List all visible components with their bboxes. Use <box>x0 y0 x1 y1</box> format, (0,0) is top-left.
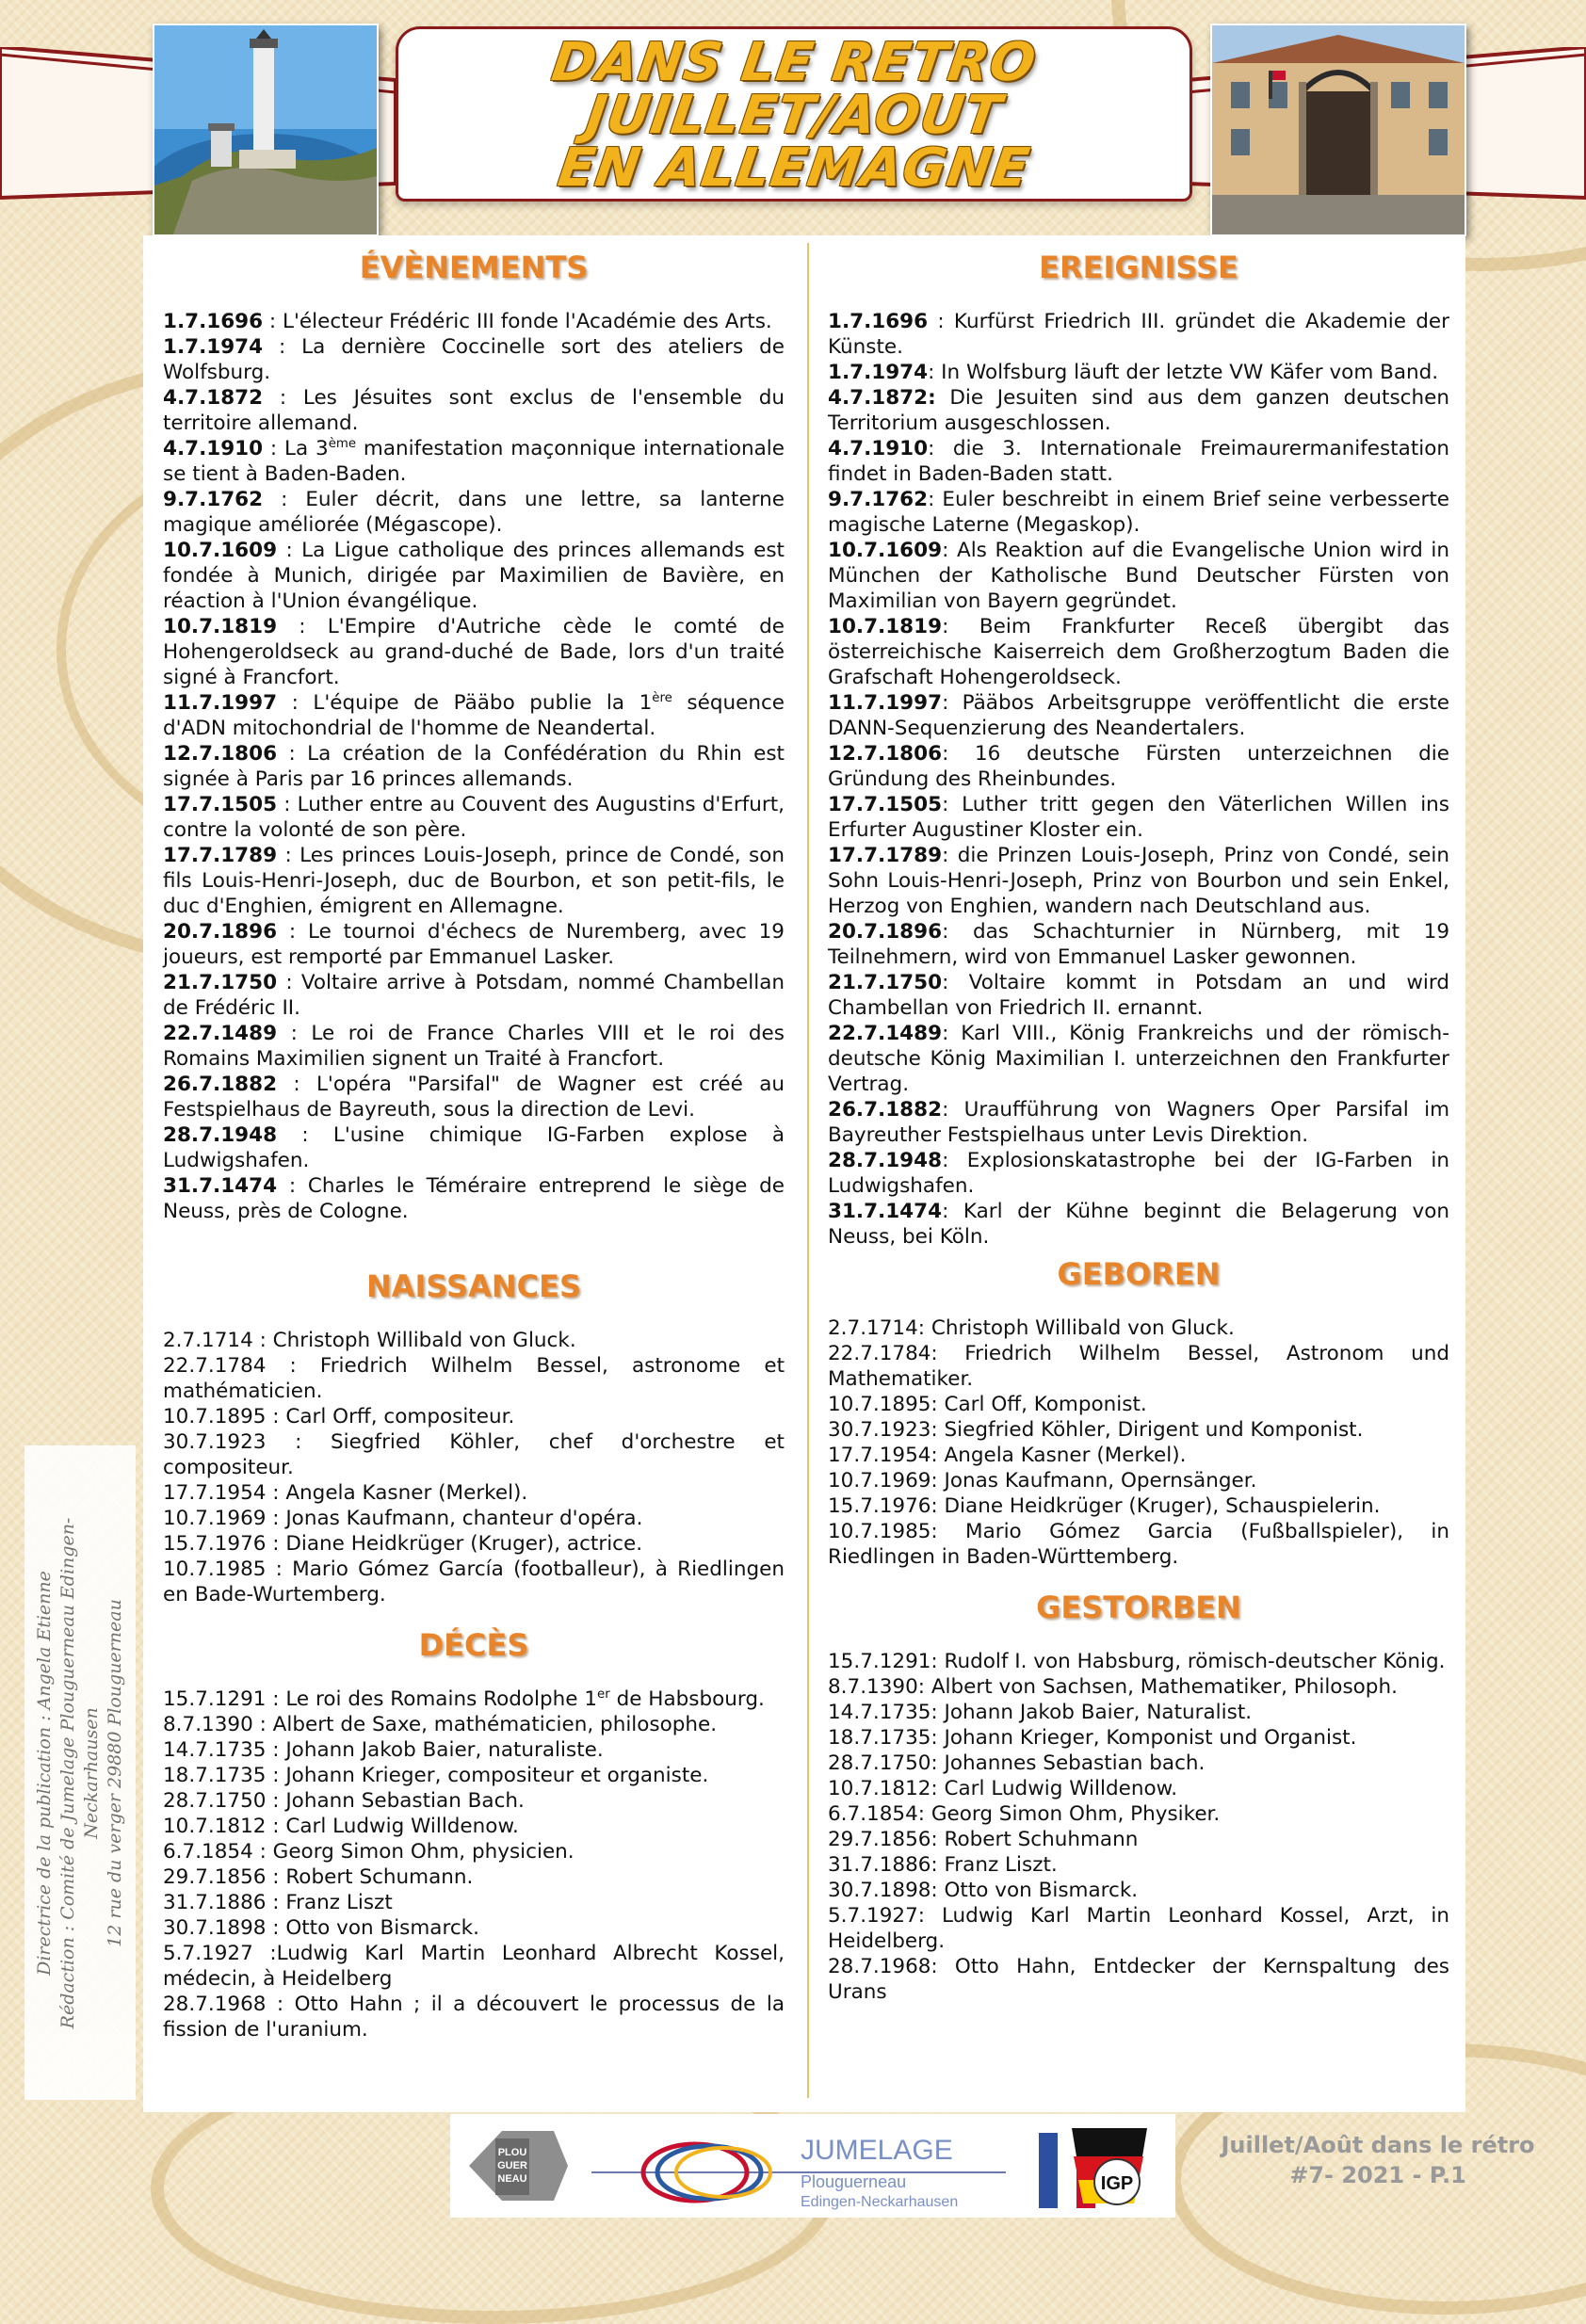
event-entry <box>163 919 785 970</box>
event-date: 10.7.1819 <box>828 615 943 638</box>
death-entry <box>163 1814 785 1839</box>
event-text: L'électeur Frédéric III fonde l'Académie des Arts. <box>283 310 772 333</box>
birth-entry: 22.7.1784 : Friedrich Wilhelm Bessel, astronome et mathématicien. <box>163 1354 785 1403</box>
event-text: La création de la Confédération du Rhin est signée à Paris par 16 princes allemands. <box>163 742 785 791</box>
event-separator: : <box>928 488 943 511</box>
footer-logo-strip <box>450 2114 1175 2218</box>
event-entry <box>163 334 785 385</box>
deaths-list-fr <box>163 1687 785 2042</box>
header-title-line-3: EN ALLEMAGNE <box>554 137 1034 199</box>
event-date: 10.7.1819 <box>163 615 278 638</box>
death-entry-text: 8.7.1390 : Albert de Saxe, mathématicien, philosophe. <box>163 1713 718 1736</box>
event-date: 4.7.1872: <box>828 386 936 410</box>
event-date: 17.7.1505 <box>828 793 943 816</box>
birth-entry: 15.7.1976 : Diane Heidkrüger (Kruger), actrice. <box>163 1532 643 1556</box>
event-separator: : <box>942 1022 962 1045</box>
event-date: 1.7.1696 <box>828 310 929 333</box>
death-entry: 14.7.1735: Johann Jakob Baier, Naturalist. <box>828 1701 1253 1724</box>
event-text: Les Jésuites sont exclus de l'ensemble du territoire allemand. <box>163 386 785 435</box>
event-separator: : <box>263 488 306 511</box>
death-entry <box>163 1712 785 1737</box>
event-date: 17.7.1505 <box>163 793 278 816</box>
igp-logo <box>1039 2128 1147 2208</box>
death-entry: 10.7.1812: Carl Ludwig Willdenow. <box>828 1777 1178 1800</box>
event-separator: : <box>277 844 300 867</box>
jumelage-logo <box>591 2135 1006 2210</box>
death-entry: 5.7.1927: Ludwig Karl Martin Leonhard Kossel, Arzt, in Heidelberg. <box>828 1904 1449 1953</box>
igp-logo-text: IGP <box>1100 2173 1134 2194</box>
birth-entry: 2.7.1714 : Christoph Willibald von Gluck. <box>163 1329 576 1352</box>
event-separator: : <box>277 539 302 562</box>
event-date: 10.7.1609 <box>163 539 278 562</box>
event-date: 22.7.1489 <box>163 1022 278 1045</box>
event-entry <box>828 970 1449 1021</box>
event-text: Euler décrit, dans une lettre, sa lanterne magique améliorée (Mégascope). <box>163 488 785 537</box>
event-entry <box>163 792 785 843</box>
event-separator: : <box>942 971 969 994</box>
event-separator: : <box>942 1098 964 1122</box>
section-title-deaths-fr: DÉCÈS <box>418 1627 529 1663</box>
event-separator: : <box>263 335 302 359</box>
birth-entry: 22.7.1784: Friedrich Wilhelm Bessel, Astronom und Mathematiker. <box>828 1342 1449 1391</box>
event-entry <box>163 970 785 1021</box>
event-separator: : <box>263 386 303 410</box>
event-date: 10.7.1609 <box>828 539 943 562</box>
event-separator: : <box>263 310 283 333</box>
death-entry: 18.7.1735: Johann Krieger, Komponist und Organist. <box>828 1726 1357 1750</box>
event-entry <box>163 436 785 487</box>
footer-logos <box>450 2114 1175 2218</box>
event-entry <box>828 1148 1449 1199</box>
event-separator: : <box>942 691 963 715</box>
death-entry-superscript: er <box>597 1687 610 1702</box>
event-separator: : <box>263 437 285 460</box>
event-text: 16 deutsche Fürsten unterzeichnen die Gründung des Rheinbundes. <box>828 742 1449 791</box>
header-title-box <box>396 26 1192 202</box>
event-text: Karl der Kühne beginnt die Belagerung von Neuss, bei Köln. <box>828 1200 1449 1249</box>
section-title-deaths-de: GESTORBEN <box>1036 1590 1241 1625</box>
event-date: 17.7.1789 <box>163 844 278 867</box>
event-date: 26.7.1882 <box>828 1098 943 1122</box>
event-date: 20.7.1896 <box>163 920 278 944</box>
event-superscript: ème <box>328 436 357 451</box>
event-entry <box>163 487 785 538</box>
events-list-fr <box>163 309 785 1224</box>
section-title-events-fr: ÉVÈNEMENTS <box>359 250 589 285</box>
death-entry-text: 6.7.1854 : Georg Simon Ohm, physicien. <box>163 1840 575 1864</box>
event-date: 28.7.1948 <box>828 1149 943 1172</box>
event-separator: : <box>942 539 957 562</box>
event-separator: : <box>942 793 963 816</box>
event-date: 17.7.1789 <box>828 844 943 867</box>
birth-entry: 15.7.1976: Diane Heidkrüger (Kruger), Schauspielerin. <box>828 1494 1381 1518</box>
event-text: L'usine chimique IG-Farben explose à Ludwigshafen. <box>163 1123 785 1172</box>
death-entry <box>163 1890 785 1915</box>
plouguerneau-logo <box>469 2131 568 2201</box>
event-separator: : <box>277 615 328 638</box>
event-text: Explosionskatastrophe bei der IG-Farben in Ludwigshafen. <box>828 1149 1449 1198</box>
event-entry <box>163 309 785 334</box>
event-entry <box>828 385 1449 436</box>
plouguerneau-logo-line3: NEAU <box>497 2173 527 2185</box>
event-date: 12.7.1806 <box>163 742 278 766</box>
death-entry <box>163 1941 785 1992</box>
footer-note-line-1: Juillet/Août dans le rétro <box>1221 2132 1535 2158</box>
death-entry <box>163 1763 785 1788</box>
event-date: 1.7.1696 <box>163 310 264 333</box>
event-separator: : <box>277 793 298 816</box>
event-date: 4.7.1910 <box>828 437 929 460</box>
death-entry: 28.7.1968: Otto Hahn, Entdecker der Kernspaltung des Urans <box>828 1955 1449 2004</box>
death-entry <box>163 1839 785 1864</box>
event-text: Voltaire arrive à Potsdam, nommé Chambellan de Frédéric II. <box>163 971 785 1020</box>
births-list-fr <box>163 1328 785 1607</box>
event-entry <box>828 1021 1449 1097</box>
birth-entry: 10.7.1985 : Mario Gómez García (footballeur), à Riedlingen en Bade-Wurtemberg. <box>163 1557 785 1606</box>
death-entry-text: 31.7.1886 : Franz Liszt <box>163 1891 393 1914</box>
event-entry <box>828 843 1449 919</box>
death-entry: 6.7.1854: Georg Simon Ohm, Physiker. <box>828 1802 1221 1826</box>
event-date: 1.7.1974 <box>828 361 929 384</box>
header-title-line-1: DANS LE RETRO <box>547 32 1041 93</box>
event-date: 1.7.1974 <box>163 335 264 359</box>
plouguerneau-logo-line1: PLOU <box>497 2147 527 2158</box>
event-text: Voltaire kommt in Potsdam an und wird Chambellan von Friedrich II. ernannt. <box>828 971 1450 1020</box>
event-separator: : <box>928 437 953 460</box>
birth-entry: 17.7.1954: Angela Kasner (Merkel). <box>828 1444 1187 1467</box>
event-entry <box>163 690 785 741</box>
event-entry <box>828 1199 1449 1250</box>
town-hall-photo <box>1210 24 1466 236</box>
birth-entry: 30.7.1923: Siegfried Köhler, Dirigent und Komponist. <box>828 1418 1364 1442</box>
event-date: 11.7.1997 <box>828 691 943 715</box>
event-separator: : <box>277 1174 308 1198</box>
event-text-continued: manifestation maçonnique internationale se tient à Baden-Baden. <box>163 437 785 486</box>
death-entry-text: 29.7.1856 : Robert Schumann. <box>163 1865 474 1889</box>
death-entry-text: 28.7.1750 : Johann Sebastian Bach. <box>163 1789 525 1813</box>
lighthouse-photo <box>153 24 379 236</box>
event-text: L'Empire d'Autriche cède le comté de Hohengeroldseck au grand-duché de Bade, lors d'un traité signé à Francfort. <box>163 615 785 689</box>
footer-note-line-2: #7- 2021 - P.1 <box>1289 2162 1466 2188</box>
jumelage-subtitle-2: Edingen-Neckarhausen <box>801 2194 959 2210</box>
event-date: 22.7.1489 <box>828 1022 943 1045</box>
event-text: L'opéra "Parsifal" de Wagner est créé au Festspielhaus de Bayreuth, sous la direction de Levi. <box>163 1073 785 1122</box>
event-text: Pääbos Arbeitsgruppe veröffentlicht die erste DANN-Sequenzierung des Neandertalers. <box>828 691 1449 740</box>
births-list-de <box>828 1315 1449 1570</box>
death-entry-text: 28.7.1968 : Otto Hahn ; il a découvert le processus de la fission de l'uranium. <box>163 1993 785 2042</box>
event-separator: : <box>942 920 973 944</box>
death-entry: 8.7.1390: Albert von Sachsen, Mathematiker, Philosoph. <box>828 1675 1398 1699</box>
event-separator: : <box>942 742 975 766</box>
event-separator: : <box>277 1022 312 1045</box>
event-entry <box>828 360 1449 385</box>
event-date: 20.7.1896 <box>828 920 943 944</box>
event-date: 4.7.1910 <box>163 437 264 460</box>
event-text: Le roi de France Charles VIII et le roi des Romains Maximilien signent un Traité à Francfort. <box>163 1022 785 1071</box>
jumelage-subtitle-1: Plouguerneau <box>801 2172 907 2191</box>
event-separator: : <box>942 615 979 638</box>
deaths-list-de <box>828 1649 1449 2005</box>
event-separator: : <box>277 1123 333 1147</box>
death-entry: 28.7.1750: Johannes Sebastian bach. <box>828 1751 1206 1775</box>
event-date: 31.7.1474 <box>163 1174 278 1198</box>
death-entry-text: 18.7.1735 : Johann Krieger, compositeur et organiste. <box>163 1764 709 1787</box>
event-separator: : <box>928 310 954 333</box>
death-entry-text: 30.7.1898 : Otto von Bismarck. <box>163 1916 479 1940</box>
event-separator: : <box>277 971 301 994</box>
event-text: Als Reaktion auf die Evangelische Union wird in München der Katholische Bund Deutscher Fürsten von Maximilian von Bayern gegründet. <box>828 539 1449 613</box>
event-text: La dernière Coccinelle sort des ateliers de Wolfsburg. <box>163 335 785 384</box>
section-title-births-fr: NAISSANCES <box>365 1268 582 1304</box>
event-text: Beim Frankfurter Receß übergibt das österreichische Kaiserreich dem Großherzogtum Baden die Grafschaft Hohengeroldseck. <box>828 615 1449 689</box>
event-separator: : <box>277 1073 316 1096</box>
event-entry <box>828 487 1449 538</box>
event-text: Luther tritt gegen den Väterlichen Willen ins Erfurter Augustiner Kloster ein. <box>828 793 1450 842</box>
event-text: Uraufführung von Wagners Oper Parsifal im Bayreuther Festspielhaus unter Levis Direktion. <box>828 1098 1450 1147</box>
death-entry <box>163 1992 785 2042</box>
event-text: L'équipe de Pääbo publie la 1 <box>313 691 653 715</box>
credit-editor: Rédaction : Comité de Jumelage Plouguerneau Edingen-Neckarhausen <box>57 1517 102 2028</box>
footer-issue-note <box>1194 2130 1562 2190</box>
french-column <box>163 247 785 2042</box>
death-entry: 31.7.1886: Franz Liszt. <box>828 1853 1058 1877</box>
death-entry <box>163 1737 785 1763</box>
event-text: Karl VIII., König Frankreichs und der römisch-deutsche König Maximilian I. unterzeichnen den Frankfurter Vertrag. <box>828 1022 1449 1096</box>
event-text: Luther entre au Couvent des Augustins d'Erfurt, contre la volonté de son père. <box>163 793 785 842</box>
event-date: 21.7.1750 <box>163 971 278 994</box>
event-date: 11.7.1997 <box>163 691 278 715</box>
birth-entry: 10.7.1985: Mario Gómez Garcia (Fußballspieler), in Riedlingen in Baden-Württemberg. <box>828 1520 1449 1569</box>
event-date: 28.7.1948 <box>163 1123 278 1147</box>
birth-entry: 30.7.1923 : Siegfried Köhler, chef d'orchestre et compositeur. <box>163 1430 785 1479</box>
event-text: das Schachturnier in Nürnberg, mit 19 Teilnehmern, wird von Emmanuel Lasker gewonnen. <box>828 920 1449 969</box>
event-entry <box>828 690 1449 741</box>
section-title-events-de: EREIGNISSE <box>1039 250 1238 285</box>
event-entry <box>163 614 785 690</box>
event-entry <box>163 385 785 436</box>
event-date: 31.7.1474 <box>828 1200 943 1223</box>
event-text-continued: séquence d'ADN mitochondrial de l'homme de Neandertal. <box>163 691 785 740</box>
death-entry-text: 10.7.1812 : Carl Ludwig Willdenow. <box>163 1815 519 1838</box>
event-entry <box>828 309 1449 360</box>
event-entry <box>163 1072 785 1122</box>
death-entry: 29.7.1856: Robert Schuhmann <box>828 1828 1139 1851</box>
event-entry <box>163 741 785 792</box>
event-date: 21.7.1750 <box>828 971 943 994</box>
event-text: Le tournoi d'échecs de Nuremberg, avec 19 joueurs, est remporté par Emmanuel Lasker. <box>163 920 785 969</box>
event-entry <box>163 538 785 614</box>
event-separator: : <box>942 1149 967 1172</box>
event-text: Euler beschreibt in einem Brief seine verbesserte magische Laterne (Megaskop). <box>828 488 1449 537</box>
event-date: 9.7.1762 <box>828 488 929 511</box>
event-entry <box>163 843 785 919</box>
birth-entry: 2.7.1714: Christoph Willibald von Gluck. <box>828 1316 1235 1340</box>
death-entry-text-continued: de Habsbourg. <box>609 1687 765 1711</box>
event-text: Charles le Téméraire entreprend le siège de Neuss, près de Cologne. <box>163 1174 785 1223</box>
event-text: In Wolfsburg läuft der letzte VW Käfer vom Band. <box>941 361 1439 384</box>
german-column <box>828 247 1449 2005</box>
event-text: Die Jesuiten sind aus dem ganzen deutschen Territorium ausgeschlossen. <box>828 386 1449 435</box>
event-separator <box>936 386 950 410</box>
event-text: die 3. Internationale Freimaurermanifestation findet in Baden-Baden statt. <box>828 437 1450 486</box>
event-date: 4.7.1872 <box>163 386 264 410</box>
death-entry <box>163 1864 785 1890</box>
death-entry-text: 5.7.1927 :Ludwig Karl Martin Leonhard Albrecht Kossel, médecin, à Heidelberg <box>163 1942 785 1991</box>
event-separator: : <box>942 844 958 867</box>
death-entry <box>163 1915 785 1941</box>
death-entry-text: 15.7.1291 : Le roi des Romains Rodolphe 1 <box>163 1687 598 1711</box>
event-entry <box>163 1122 785 1173</box>
event-entry <box>163 1021 785 1072</box>
event-entry <box>828 614 1449 690</box>
event-text: Kurfürst Friedrich III. gründet die Akademie der Künste. <box>828 310 1449 359</box>
event-text: Les princes Louis-Joseph, prince de Condé, son fils Louis-Henri-Joseph, duc de Bourbon, et son petit-fils, le duc d'Enghien, émigrent en Allemagne. <box>163 844 785 918</box>
event-separator: : <box>277 742 308 766</box>
event-separator: : <box>277 691 314 715</box>
event-entry <box>828 919 1449 970</box>
birth-entry: 10.7.1969 : Jonas Kaufmann, chanteur d'opéra. <box>163 1507 643 1530</box>
event-superscript: ère <box>652 690 672 705</box>
event-date: 9.7.1762 <box>163 488 264 511</box>
event-entry <box>828 538 1449 614</box>
event-entry <box>828 1097 1449 1148</box>
event-date: 26.7.1882 <box>163 1073 278 1096</box>
event-separator: : <box>277 920 308 944</box>
event-text: La Ligue catholique des princes allemands est fondée à Munich, dirigée par Maximilien de Bavière, en réaction à l'Union évangélique. <box>163 539 785 613</box>
birth-entry: 17.7.1954 : Angela Kasner (Merkel). <box>163 1481 528 1505</box>
event-date: 12.7.1806 <box>828 742 943 766</box>
credit-director: Directrice de la publication : Angela Etienne <box>34 1570 55 1976</box>
event-text: die Prinzen Louis-Joseph, Prinz von Condé, sein Sohn Louis-Henri-Joseph, Prinz von Bourbon und sein Enkel, Herzog von Enghien, wandern nach Deutschland aus. <box>828 844 1449 918</box>
event-entry <box>828 436 1449 487</box>
death-entry-text: 14.7.1735 : Johann Jakob Baier, naturaliste. <box>163 1738 604 1762</box>
plouguerneau-logo-line2: GUER <box>497 2160 527 2171</box>
death-entry: 30.7.1898: Otto von Bismarck. <box>828 1879 1139 1902</box>
event-entry <box>828 741 1449 792</box>
death-entry <box>163 1788 785 1814</box>
events-list-de <box>828 309 1449 1250</box>
birth-entry: 10.7.1895 : Carl Orff, compositeur. <box>163 1405 515 1428</box>
jumelage-title: JUMELAGE <box>801 2135 953 2166</box>
column-divider <box>807 243 809 2098</box>
event-separator: : <box>942 1200 963 1223</box>
credit-address: 12 rue du verger 29880 Plouguerneau <box>105 1598 125 1947</box>
publication-credits <box>24 1445 136 2100</box>
event-entry <box>163 1173 785 1224</box>
header-title-line-2: JUILLET/AOUT <box>582 85 1006 146</box>
birth-entry: 10.7.1969: Jonas Kaufmann, Opernsänger. <box>828 1469 1257 1493</box>
section-title-births-de: GEBOREN <box>1057 1256 1221 1292</box>
death-entry <box>163 1687 785 1712</box>
event-text: La 3 <box>284 437 329 460</box>
event-separator: : <box>928 361 942 384</box>
event-entry <box>828 792 1449 843</box>
death-entry: 15.7.1291: Rudolf I. von Habsburg, römisch-deutscher König. <box>828 1650 1446 1673</box>
birth-entry: 10.7.1895: Carl Off, Komponist. <box>828 1393 1147 1416</box>
